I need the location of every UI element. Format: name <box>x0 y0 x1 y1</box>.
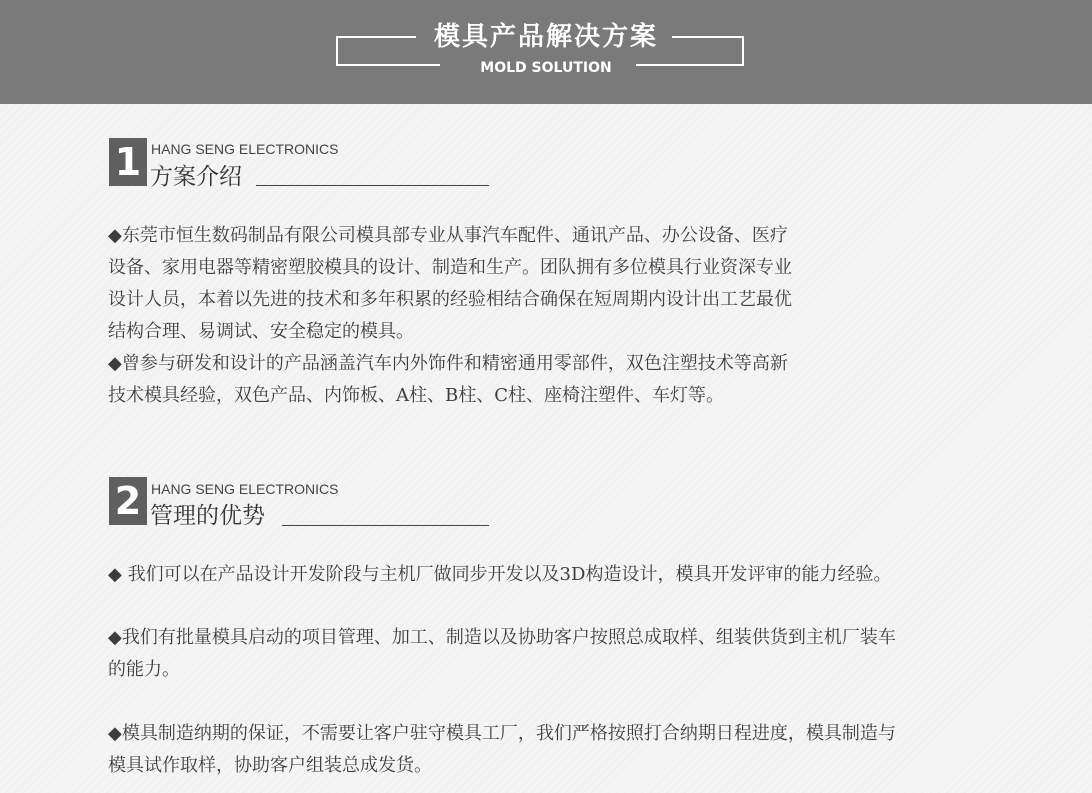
section-title: 管理的优势 <box>150 503 265 529</box>
paragraph-line: 设计人员，本着以先进的技术和多年积累的经验相结合确保在短周期内设计出工艺最优 <box>108 289 792 310</box>
paragraph-line: ◆东莞市恒生数码制品有限公司模具部专业从事汽车配件、通讯产品、办公设备、医疗 <box>108 225 788 246</box>
paragraph-line: ◆我们有批量模具启动的项目管理、加工、制造以及协助客户按照总成取样、组装供货到主机厂装车 <box>108 627 896 648</box>
section-underline <box>282 525 489 526</box>
section-title: 方案介绍 <box>150 164 242 190</box>
section-number-badge: 1 <box>109 138 147 186</box>
paragraph-line: ◆曾参与研发和设计的产品涵盖汽车内外饰件和精密通用零部件，双色注塑技术等高新 <box>108 353 788 374</box>
paragraph-line: ◆ 我们可以在产品设计开发阶段与主机厂做同步开发以及3D构造设计，模具开发评审的能力经验。 <box>108 564 892 585</box>
header-banner <box>0 0 1092 104</box>
page-subtitle: MOLD SOLUTION <box>480 60 612 76</box>
paragraph-line: 模具试作取样，协助客户组装总成发货。 <box>108 755 432 776</box>
paragraph-line: ◆模具制造纳期的保证，不需要让客户驻守模具工厂，我们严格按照打合纳期日程进度，模具制造与 <box>108 723 896 744</box>
section-en-label: HANG SENG ELECTRONICS <box>151 481 339 497</box>
page-title: 模具产品解决方案 <box>433 22 658 52</box>
section-underline <box>256 185 489 186</box>
paragraph-line: 的能力。 <box>108 659 180 680</box>
paragraph-line: 设备、家用电器等精密塑胶模具的设计、制造和生产。团队拥有多位模具行业资深专业 <box>108 257 792 278</box>
paragraph-line: 结构合理、易调试、安全稳定的模具。 <box>108 321 414 342</box>
section-en-label: HANG SENG ELECTRONICS <box>151 141 339 157</box>
section-number-badge: 2 <box>109 477 147 525</box>
paragraph-line: 技术模具经验，双色产品、内饰板、A柱、B柱、C柱、座椅注塑件、车灯等。 <box>108 385 724 406</box>
